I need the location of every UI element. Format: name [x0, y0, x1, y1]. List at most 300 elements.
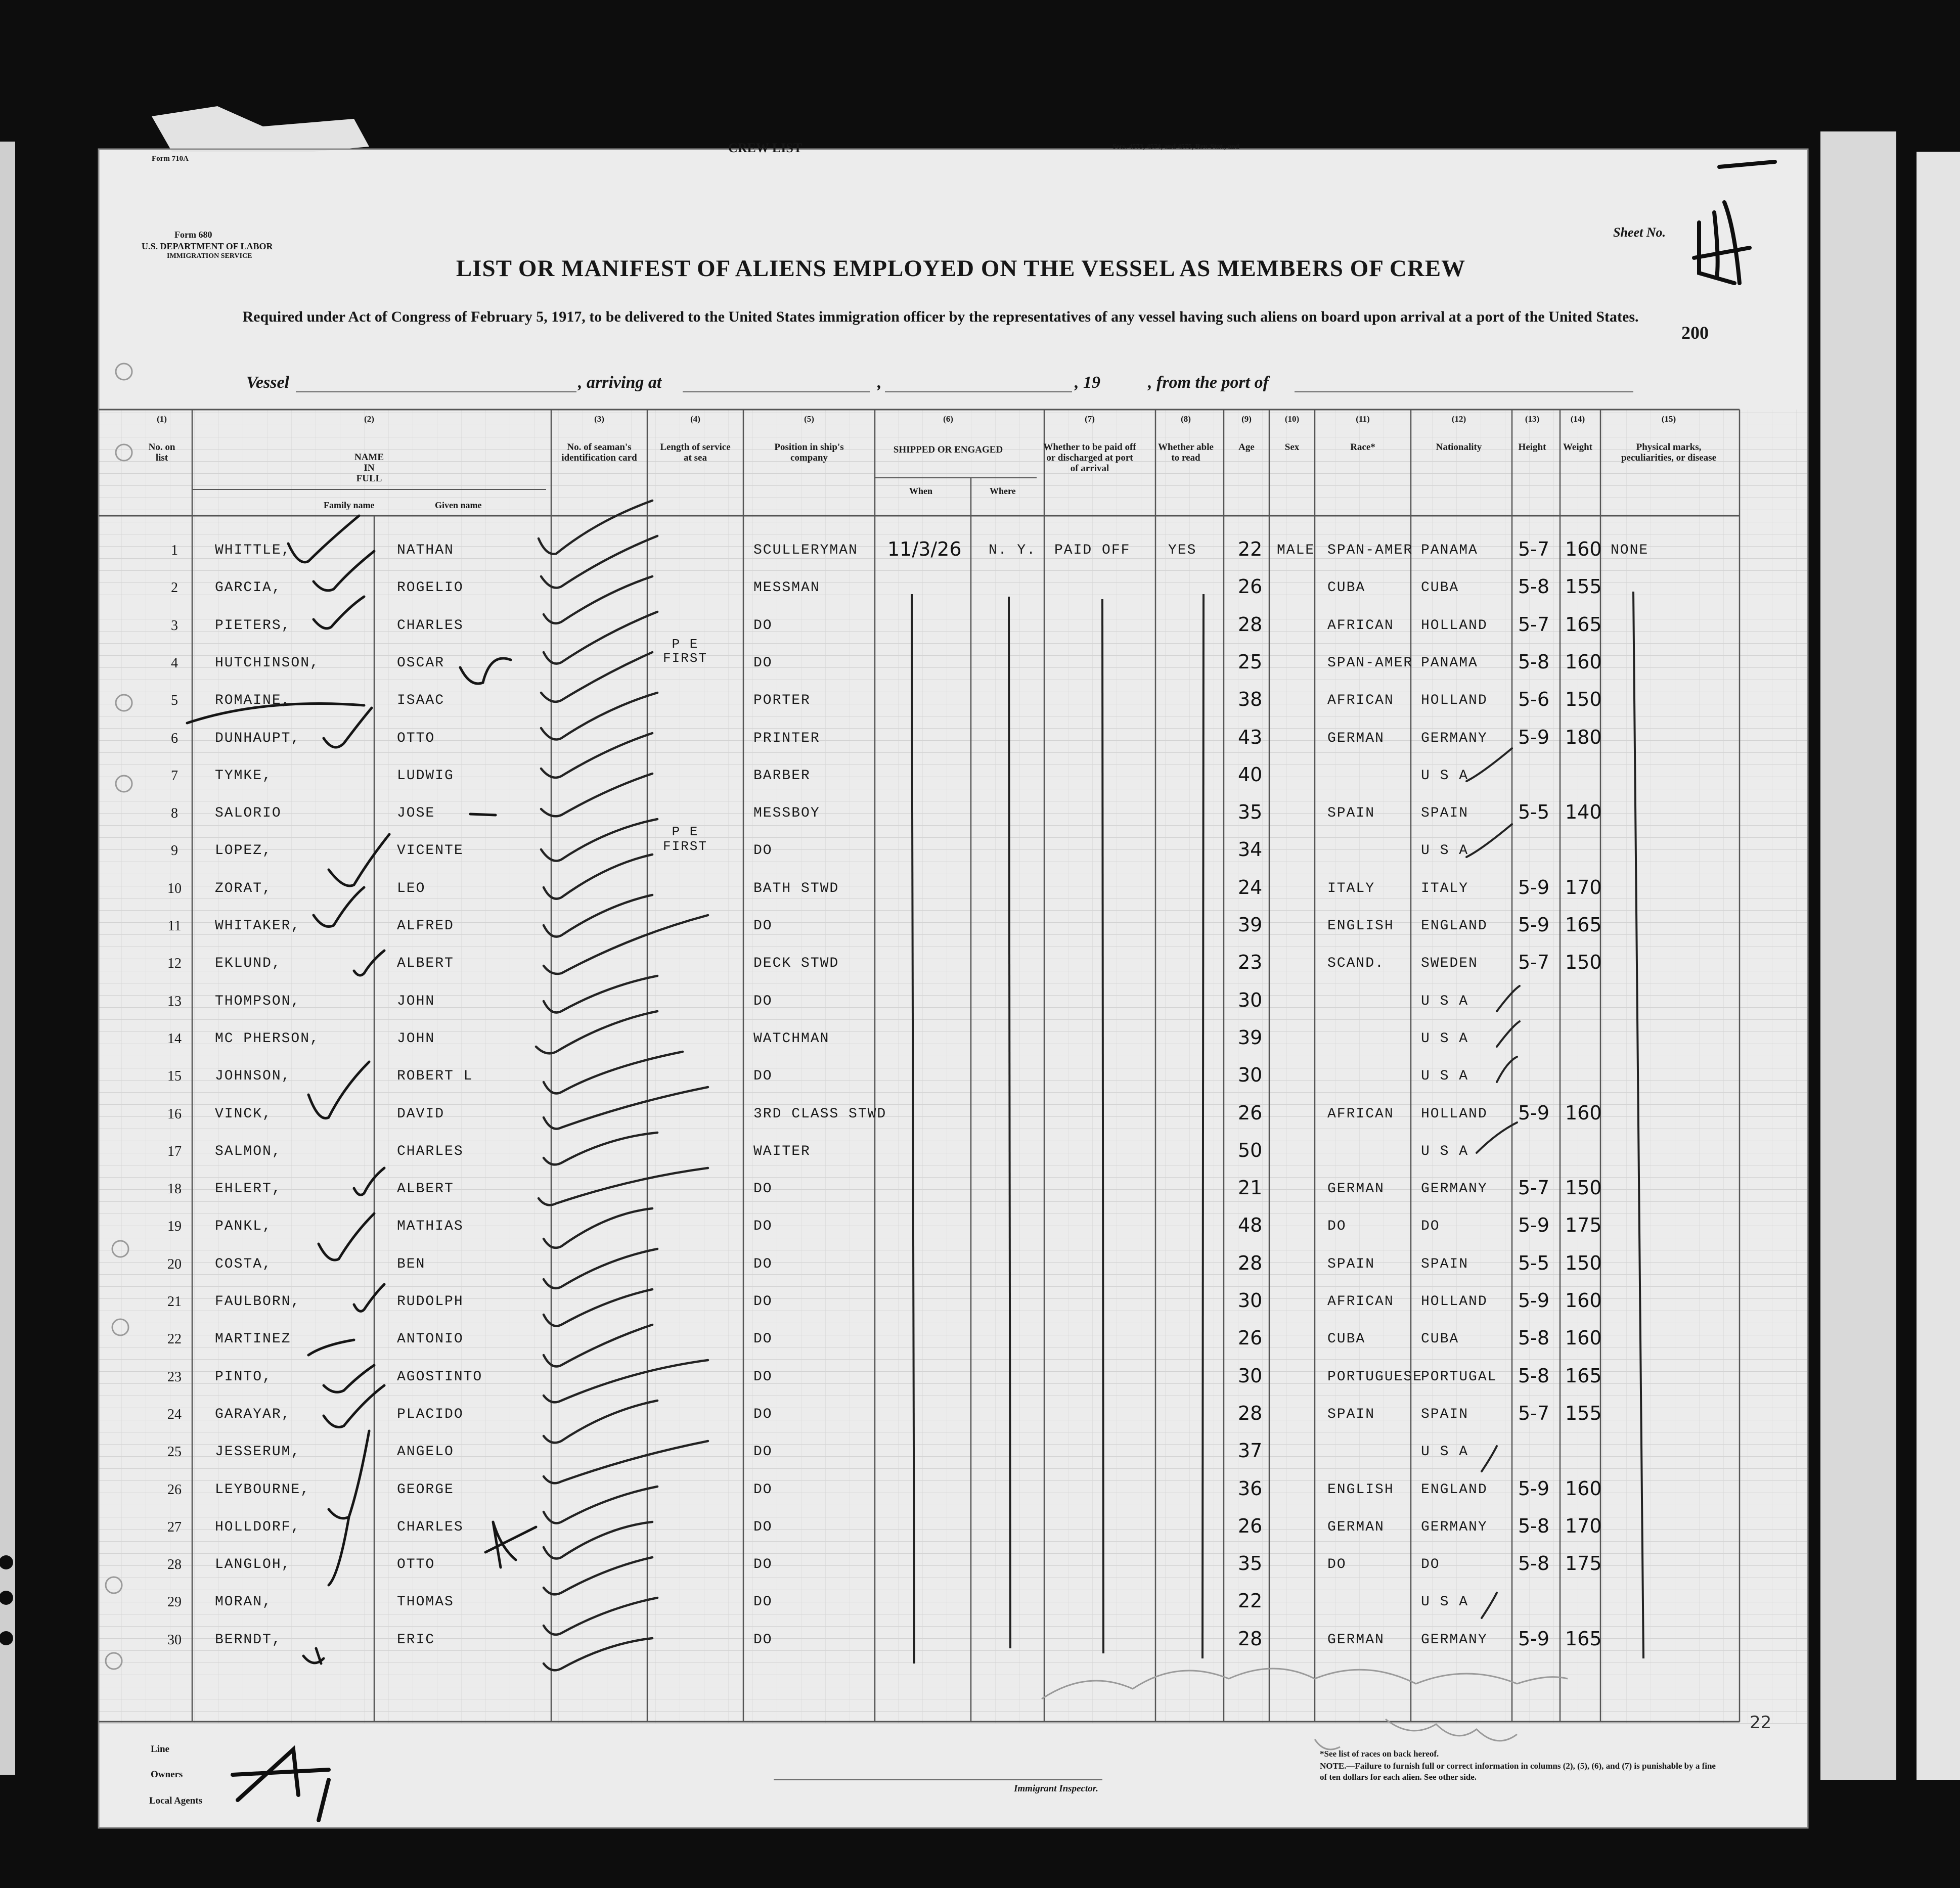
cell-age: 30: [1238, 1364, 1263, 1387]
cell-age: 39: [1238, 914, 1263, 936]
cell-weight: 160: [1565, 538, 1602, 560]
cell-position: DO: [753, 1181, 773, 1197]
cell-position: MESSBOY: [753, 805, 820, 822]
cell-age: 43: [1238, 726, 1263, 748]
cell-no: 28: [167, 1557, 182, 1573]
cell-no: 4: [171, 655, 178, 671]
cell-family: LANGLOH,: [215, 1557, 291, 1573]
cell-height: 5-9: [1518, 1289, 1550, 1312]
column-number-6: (6): [943, 414, 953, 424]
cell-given: LUDWIG: [397, 768, 454, 784]
cell-no: 30: [167, 1632, 182, 1648]
cell-race: GERMAN: [1327, 1519, 1385, 1535]
column-label-5: Position in ship's company: [774, 442, 844, 463]
cell-nat: SPAIN: [1421, 1256, 1469, 1272]
cell-age: 26: [1238, 1514, 1263, 1537]
cell-no: 5: [171, 693, 178, 709]
cell-given: BEN: [397, 1256, 426, 1272]
cell-height: 5-9: [1518, 876, 1550, 898]
cell-race: SCAND.: [1327, 956, 1385, 972]
cell-position: PRINTER: [753, 730, 820, 746]
column-label-3: No. of seaman's identification card: [561, 442, 637, 463]
cell-age: 30: [1238, 1289, 1263, 1312]
cell-nat: U S A: [1421, 843, 1469, 859]
page-mark: 22: [1750, 1713, 1772, 1733]
cell-no: 16: [167, 1106, 182, 1122]
crew-list-heading: CREW LIST: [728, 141, 803, 155]
column-label-11: Race*: [1350, 442, 1375, 453]
cell-given: CHARLES: [397, 1143, 464, 1159]
column-label-12: Nationality: [1436, 442, 1482, 453]
column-number-8: (8): [1181, 414, 1191, 424]
cell-height: 5-8: [1518, 1514, 1550, 1537]
cell-family: PANKL,: [215, 1219, 272, 1235]
cell-height: 5-7: [1518, 1177, 1550, 1199]
cell-age: 37: [1238, 1440, 1263, 1462]
cell-position: DO: [753, 1444, 773, 1460]
sheet-number-label: Sheet No.: [1613, 225, 1666, 240]
cell-race: GERMAN: [1327, 730, 1385, 746]
cell-no: 12: [167, 956, 182, 972]
cell-given: JOSE: [397, 805, 435, 822]
cell-when: 11/3/26: [887, 538, 962, 560]
cell-position: DO: [753, 1369, 773, 1385]
cell-family: MARTINEZ: [215, 1331, 291, 1347]
cell-race: SPAN-AMER: [1327, 543, 1413, 558]
cell-family: WHITTLE,: [215, 543, 291, 558]
cell-height: 5-5: [1518, 1251, 1550, 1274]
cell-height: 5-7: [1518, 951, 1550, 974]
cell-given: ROGELIO: [397, 580, 464, 596]
cell-age: 36: [1238, 1477, 1263, 1500]
races-footnote: *See list of races on back hereof.: [1320, 1749, 1439, 1759]
cell-position: BARBER: [753, 768, 811, 784]
cell-no: 6: [171, 730, 178, 746]
cell-family: ROMAINE,: [215, 693, 291, 709]
column-number-10: (10): [1284, 414, 1300, 424]
cell-race: ITALY: [1327, 880, 1375, 896]
cell-no: 18: [167, 1181, 182, 1197]
cell-no: 25: [167, 1444, 182, 1460]
cell-nat: GERMANY: [1421, 1519, 1488, 1535]
cell-given: ANGELO: [397, 1444, 454, 1460]
cell-position: SCULLERYMAN: [753, 543, 858, 558]
cell-race: GERMAN: [1327, 1632, 1385, 1648]
cell-height: 5-6: [1518, 688, 1550, 711]
cell-nat: HOLLAND: [1421, 617, 1488, 634]
owners-label: Owners: [151, 1769, 183, 1780]
cell-nat: ITALY: [1421, 880, 1469, 896]
cell-family: MORAN,: [215, 1594, 272, 1610]
cell-position: DO: [753, 1294, 773, 1310]
column-label-6: SHIPPED OR ENGAGED: [893, 444, 1003, 455]
cell-weight: 160: [1565, 650, 1602, 673]
penalty-note: NOTE.—Failure to furnish full or correct information in columns (2), (5), (6), and (7) is punishable by a fine of ten dollars for each alien. See other side.: [1320, 1761, 1716, 1782]
cell-nat: U S A: [1421, 1068, 1469, 1085]
cell-nat: DO: [1421, 1557, 1440, 1573]
cell-weight: 170: [1565, 1514, 1602, 1537]
cell-nat: DO: [1421, 1219, 1440, 1235]
cell-nat: HOLLAND: [1421, 1294, 1488, 1310]
cell-height: 5-8: [1518, 650, 1550, 673]
cell-given: RUDOLPH: [397, 1294, 464, 1310]
immigrant-inspector-label: Immigrant Inspector.: [1014, 1783, 1098, 1794]
cell-age: 24: [1238, 876, 1263, 898]
cell-race: CUBA: [1327, 580, 1366, 596]
cell-no: 29: [167, 1594, 182, 1610]
cell-weight: 175: [1565, 1214, 1602, 1237]
cell-given: GEORGE: [397, 1481, 454, 1498]
cell-family: FAULBORN,: [215, 1294, 301, 1310]
cell-age: 38: [1238, 688, 1263, 711]
cell-race: PORTUGUESE: [1327, 1369, 1423, 1385]
cell-given: MATHIAS: [397, 1219, 464, 1235]
cell-given: ALFRED: [397, 918, 454, 934]
cell-weight: 160: [1565, 1289, 1602, 1312]
cell-weight: 165: [1565, 613, 1602, 636]
cell-weight: 165: [1565, 1364, 1602, 1387]
cell-family: HUTCHINSON,: [215, 655, 320, 671]
cell-age: 23: [1238, 951, 1263, 974]
cell-age: 30: [1238, 988, 1263, 1011]
cell-family: SALMON,: [215, 1143, 282, 1159]
column-label-10: Sex: [1284, 442, 1300, 453]
cell-nat: PANAMA: [1421, 655, 1478, 671]
cell-family: LEYBOURNE,: [215, 1481, 310, 1498]
corner-number: 200: [1681, 323, 1709, 343]
cell-position: DO: [753, 1481, 773, 1498]
where-subheader: Where: [990, 486, 1016, 496]
cell-family: VINCK,: [215, 1106, 272, 1122]
cell-nat: SWEDEN: [1421, 956, 1478, 972]
cell-family: PIETERS,: [215, 617, 291, 634]
cell-position: BATH STWD: [753, 880, 839, 896]
cell-age: 35: [1238, 801, 1263, 824]
from-port-label: , from the port of: [1148, 373, 1269, 392]
cell-age: 28: [1238, 1627, 1263, 1650]
cell-age: 26: [1238, 1101, 1263, 1124]
cell-age: 22: [1238, 1590, 1263, 1612]
column-number-7: (7): [1085, 414, 1095, 424]
cell-given: ROBERT L: [397, 1068, 473, 1085]
cell-height: 5-7: [1518, 538, 1550, 560]
cell-height: 5-9: [1518, 1477, 1550, 1500]
cell-nat: CUBA: [1421, 1331, 1459, 1347]
cell-no: 15: [167, 1068, 182, 1085]
cell-no: 27: [167, 1519, 182, 1535]
cell-race: DO: [1327, 1557, 1347, 1573]
cell-position: DO: [753, 655, 773, 671]
cell-nat: PORTUGAL: [1421, 1369, 1497, 1385]
cell-age: 48: [1238, 1214, 1263, 1237]
cell-race: SPAN-AMER: [1327, 655, 1413, 671]
cell-height: 5-9: [1518, 1101, 1550, 1124]
cell-weight: 150: [1565, 1177, 1602, 1199]
cell-nat: SPAIN: [1421, 805, 1469, 822]
cell-weight: 150: [1565, 1251, 1602, 1274]
cell-weight: 140: [1565, 801, 1602, 824]
column-label-4: Length of service at sea: [660, 442, 731, 463]
service-name: IMMIGRATION SERVICE: [167, 252, 252, 260]
cell-no: 26: [167, 1481, 182, 1498]
cell-height: 5-9: [1518, 726, 1550, 748]
cell-given: JOHN: [397, 1030, 435, 1047]
cell-weight: 155: [1565, 575, 1602, 598]
cell-no: 7: [171, 768, 178, 784]
cell-family: SALORIO: [215, 805, 282, 822]
cell-family: DUNHAUPT,: [215, 730, 301, 746]
cell-age: 34: [1238, 838, 1263, 861]
cell-no: 9: [171, 843, 178, 859]
column-number-5: (5): [804, 414, 814, 424]
cell-nat: HOLLAND: [1421, 693, 1488, 709]
cell-family: THOMPSON,: [215, 993, 301, 1009]
cell-position: DO: [753, 843, 773, 859]
family-name-subheader: Family name: [324, 500, 375, 510]
column-number-2: (2): [364, 414, 374, 424]
cell-no: 2: [171, 580, 178, 596]
column-label-2: NAME IN FULL: [354, 452, 384, 484]
cell-age: 26: [1238, 575, 1263, 598]
cell-given: CHARLES: [397, 1519, 464, 1535]
form-subtitle: Required under Act of Congress of February 5, 1917, to be delivered to the United States immigration officer by the representatives of any vessel having such aliens on board upon arrival at a port of the United States.: [242, 308, 1639, 325]
cell-position: DO: [753, 993, 773, 1009]
cell-paid: PAID OFF: [1054, 543, 1131, 558]
cell-race: GERMAN: [1327, 1181, 1385, 1197]
cell-race: AFRICAN: [1327, 1294, 1394, 1310]
cell-given: OTTO: [397, 1557, 435, 1573]
column-label-9: Age: [1238, 442, 1255, 453]
cell-weight: 160: [1565, 1477, 1602, 1500]
cell-position: DO: [753, 1406, 773, 1422]
cell-given: OSCAR: [397, 655, 445, 671]
cell-height: 5-5: [1518, 801, 1550, 824]
cell-given: ANTONIO: [397, 1331, 464, 1347]
cell-weight: 175: [1565, 1552, 1602, 1575]
cell-weight: 160: [1565, 1327, 1602, 1350]
cell-race: CUBA: [1327, 1331, 1366, 1347]
cell-no: 13: [167, 993, 182, 1009]
given-name-subheader: Given name: [435, 500, 482, 510]
vessel-label: Vessel: [246, 373, 289, 392]
comma-separator: ,: [877, 373, 882, 392]
cell-family: ZORAT,: [215, 880, 272, 896]
form-number: Form 680: [174, 230, 212, 240]
cell-age: 26: [1238, 1327, 1263, 1350]
cell-position: DO: [753, 1557, 773, 1573]
cell-age: 28: [1238, 1251, 1263, 1274]
statutes-line: Secs. 4573, 4574, and 4575, Rev. Stat., and: [1112, 143, 1239, 151]
cell-nat: U S A: [1421, 993, 1469, 1009]
column-number-9: (9): [1241, 414, 1252, 424]
cell-position: DO: [753, 1632, 773, 1648]
cell-family: TYMKE,: [215, 768, 272, 784]
arriving-label: , arriving at: [578, 373, 662, 392]
cell-height: 5-7: [1518, 613, 1550, 636]
when-subheader: When: [909, 486, 933, 496]
cell-no: 11: [167, 918, 182, 934]
cell-family: GARCIA,: [215, 580, 282, 596]
cell-nat: U S A: [1421, 1594, 1469, 1610]
cell-family: HOLLDORF,: [215, 1519, 301, 1535]
column-number-13: (13): [1525, 414, 1540, 424]
cell-family: WHITAKER,: [215, 918, 301, 934]
column-number-12: (12): [1451, 414, 1466, 424]
cell-no: 21: [167, 1294, 182, 1310]
cell-race: AFRICAN: [1327, 617, 1394, 634]
cell-age: 39: [1238, 1026, 1263, 1049]
cell-race: ENGLISH: [1327, 1481, 1394, 1498]
column-label-8: Whether able to read: [1158, 442, 1214, 463]
cell-given: ERIC: [397, 1632, 435, 1648]
cell-no: 17: [167, 1143, 182, 1159]
cell-family: PINTO,: [215, 1369, 272, 1385]
cell-position: DO: [753, 1219, 773, 1235]
cell-family: EKLUND,: [215, 956, 282, 972]
cell-position: DO: [753, 617, 773, 634]
cell-age: 50: [1238, 1139, 1263, 1161]
cell-position: PORTER: [753, 693, 811, 709]
cell-position: WAITER: [753, 1143, 811, 1159]
cell-height: 5-7: [1518, 1402, 1550, 1424]
cell-nat: GERMANY: [1421, 730, 1488, 746]
column-label-15: Physical marks, peculiarities, or disease: [1621, 442, 1717, 463]
cell-family: COSTA,: [215, 1256, 272, 1272]
cell-given: VICENTE: [397, 843, 464, 859]
cell-sex: MALE: [1277, 543, 1315, 558]
column-label-13: Height: [1518, 442, 1546, 453]
cell-given: ALBERT: [397, 1181, 454, 1197]
cell-family: EHLERT,: [215, 1181, 282, 1197]
cell-position: DO: [753, 918, 773, 934]
cell-age: 21: [1238, 1177, 1263, 1199]
cell-given: DAVID: [397, 1106, 445, 1122]
cell-no: 3: [171, 617, 178, 634]
cell-age: 40: [1238, 763, 1263, 786]
column-number-1: (1): [157, 414, 167, 424]
column-number-3: (3): [594, 414, 604, 424]
cell-service: P E FIRST: [662, 636, 707, 666]
cell-race: DO: [1327, 1219, 1347, 1235]
cell-height: 5-8: [1518, 1364, 1550, 1387]
line-label: Line: [151, 1744, 169, 1755]
cell-no: 1: [171, 543, 178, 558]
cell-weight: 165: [1565, 914, 1602, 936]
cell-weight: 150: [1565, 951, 1602, 974]
cell-nat: ENGLAND: [1421, 1481, 1488, 1498]
cell-position: DO: [753, 1256, 773, 1272]
cell-given: LEO: [397, 880, 426, 896]
cell-given: THOMAS: [397, 1594, 454, 1610]
cell-no: 10: [167, 880, 182, 896]
cell-no: 23: [167, 1369, 182, 1385]
cell-age: 25: [1238, 650, 1263, 673]
local-agents-label: Local Agents: [149, 1795, 203, 1806]
cell-age: 22: [1238, 538, 1263, 560]
cell-nat: GERMANY: [1421, 1181, 1488, 1197]
cell-given: AGOSTINTO: [397, 1369, 483, 1385]
cell-given: JOHN: [397, 993, 435, 1009]
cell-given: ALBERT: [397, 956, 454, 972]
cell-race: SPAIN: [1327, 805, 1375, 822]
cell-age: 35: [1238, 1552, 1263, 1575]
cell-given: NATHAN: [397, 543, 454, 558]
cell-race: SPAIN: [1327, 1256, 1375, 1272]
cell-nat: PANAMA: [1421, 543, 1478, 558]
cell-nat: U S A: [1421, 768, 1469, 784]
cell-age: 28: [1238, 613, 1263, 636]
cell-race: AFRICAN: [1327, 1106, 1394, 1122]
cell-height: 5-9: [1518, 1627, 1550, 1650]
cell-weight: 160: [1565, 1101, 1602, 1124]
cell-position: DECK STWD: [753, 956, 839, 972]
cell-weight: 155: [1565, 1402, 1602, 1424]
cell-race: ENGLISH: [1327, 918, 1394, 934]
department-name: U.S. DEPARTMENT OF LABOR: [142, 241, 273, 251]
cell-given: OTTO: [397, 730, 435, 746]
cell-read: YES: [1168, 543, 1197, 558]
cell-family: GARAYAR,: [215, 1406, 291, 1422]
cell-position: MESSMAN: [753, 580, 820, 596]
cell-race: SPAIN: [1327, 1406, 1375, 1422]
cell-nat: ENGLAND: [1421, 918, 1488, 934]
cell-family: LOPEZ,: [215, 843, 272, 859]
cell-position: DO: [753, 1594, 773, 1610]
cell-family: JOHNSON,: [215, 1068, 291, 1085]
cell-marks: NONE: [1611, 543, 1649, 558]
cell-no: 19: [167, 1219, 182, 1235]
form-number-top: Form 710A: [152, 155, 189, 163]
cell-no: 8: [171, 805, 178, 822]
cell-no: 22: [167, 1331, 182, 1347]
cell-nat: U S A: [1421, 1444, 1469, 1460]
cell-given: PLACIDO: [397, 1406, 464, 1422]
cell-nat: U S A: [1421, 1030, 1469, 1047]
cell-given: CHARLES: [397, 617, 464, 634]
cell-position: DO: [753, 1331, 773, 1347]
cell-position: WATCHMAN: [753, 1030, 830, 1047]
cell-no: 14: [167, 1030, 182, 1047]
cell-nat: HOLLAND: [1421, 1106, 1488, 1122]
cell-family: JESSERUM,: [215, 1444, 301, 1460]
cell-weight: 150: [1565, 688, 1602, 711]
cell-height: 5-9: [1518, 1214, 1550, 1237]
cell-weight: 165: [1565, 1627, 1602, 1650]
column-number-14: (14): [1570, 414, 1585, 424]
cell-weight: 180: [1565, 726, 1602, 748]
cell-height: 5-8: [1518, 1327, 1550, 1350]
cell-nat: CUBA: [1421, 580, 1459, 596]
column-label-14: Weight: [1563, 442, 1593, 453]
cell-age: 28: [1238, 1402, 1263, 1424]
year-label: , 19: [1075, 373, 1100, 392]
cell-position: DO: [753, 1519, 773, 1535]
column-number-4: (4): [690, 414, 700, 424]
form-title: LIST OR MANIFEST OF ALIENS EMPLOYED ON THE VESSEL AS MEMBERS OF CREW: [456, 255, 1466, 282]
column-label-1: No. on list: [148, 442, 175, 463]
cell-weight: 170: [1565, 876, 1602, 898]
cell-nat: U S A: [1421, 1143, 1469, 1159]
column-label-7: Whether to be paid off or discharged at port of arrival: [1043, 442, 1136, 474]
cell-family: MC PHERSON,: [215, 1030, 320, 1047]
cell-race: AFRICAN: [1327, 693, 1394, 709]
cell-age: 30: [1238, 1064, 1263, 1087]
cell-height: 5-8: [1518, 1552, 1550, 1575]
cell-no: 20: [167, 1256, 182, 1272]
cell-no: 24: [167, 1406, 182, 1422]
cell-height: 5-8: [1518, 575, 1550, 598]
cell-where: N. Y.: [989, 543, 1037, 558]
